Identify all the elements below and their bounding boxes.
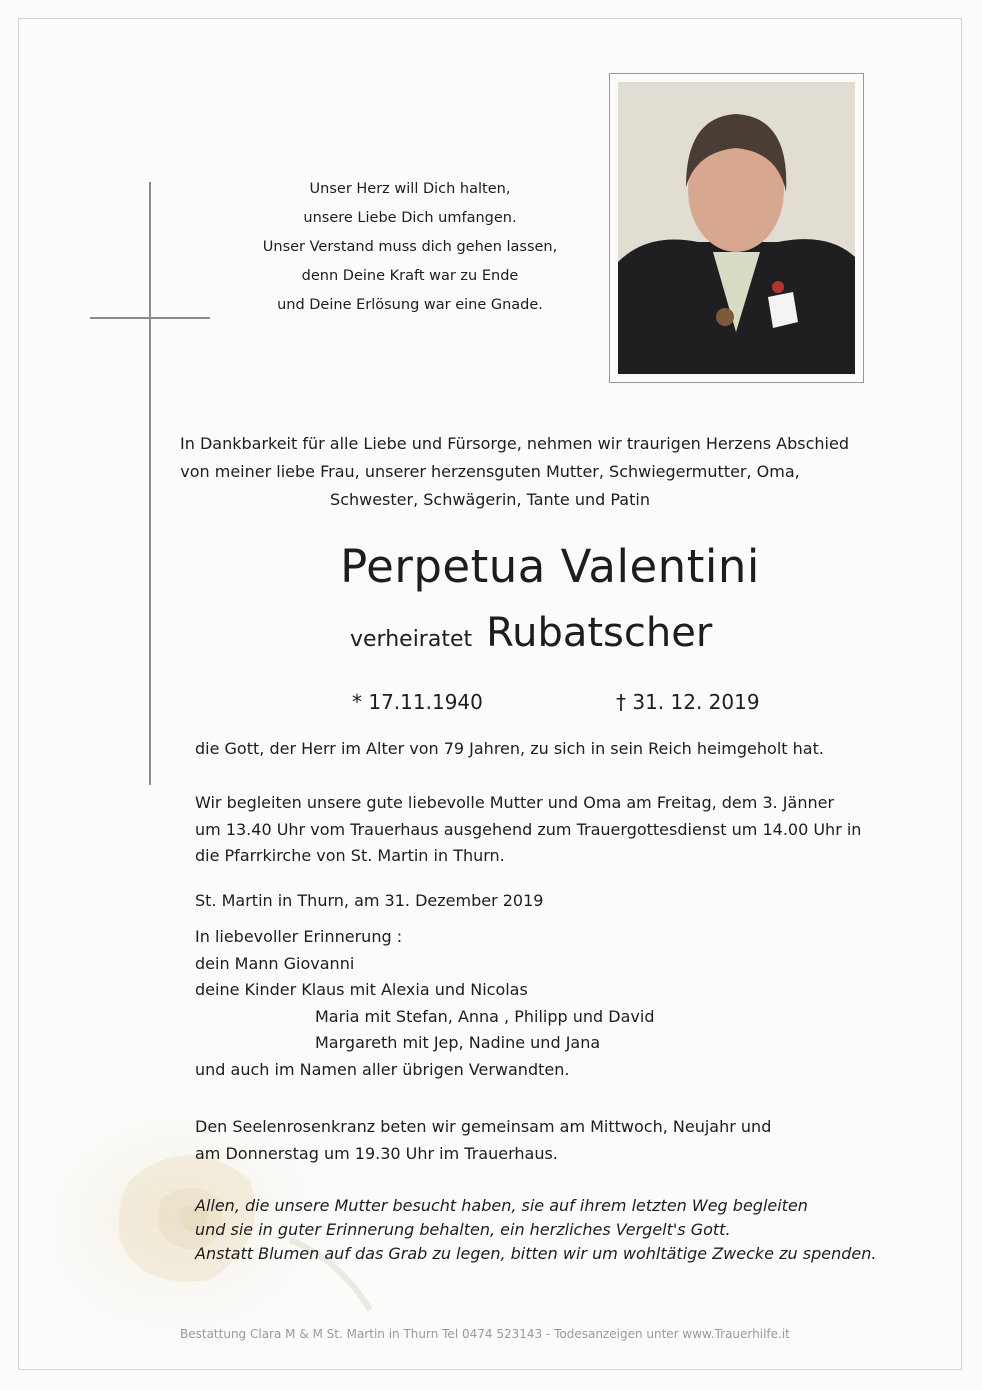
mourner-line: dein Mann Giovanni xyxy=(195,953,355,973)
closing-paragraph xyxy=(195,1194,876,1266)
mourner-line: Margareth mit Jep, Nadine und Jana xyxy=(315,1033,601,1052)
poem-line: und Deine Erlösung war eine Gnade. xyxy=(277,297,543,313)
cross-vertical-bar xyxy=(149,182,151,785)
intro-line: In Dankbarkeit für alle Liebe und Fürsorge, nehmen wir traurigen Herzens Abschied xyxy=(180,434,849,453)
footer-text: Bestattung Clara M & M St. Martin in Thurn Tel 0474 523143 - Todesanzeigen unter www.Trauerhilfe.it xyxy=(180,1327,790,1341)
age-line: die Gott, der Herr im Alter von 79 Jahren, zu sich in sein Reich heimgeholt hat. xyxy=(195,739,824,758)
deceased-name: Perpetua Valentini xyxy=(340,540,760,593)
birth-date: * 17.11.1940 xyxy=(352,690,483,714)
funeral-line: Wir begleiten unsere gute liebevolle Mutter und Oma am Freitag, dem 3. Jänner xyxy=(195,793,835,812)
intro-line: von meiner liebe Frau, unserer herzensguten Mutter, Schwiegermutter, Oma, xyxy=(180,462,800,481)
poem xyxy=(240,175,580,320)
portrait-frame xyxy=(609,73,864,383)
place-date-line: St. Martin in Thurn, am 31. Dezember 2019 xyxy=(195,891,544,910)
rosary-line: am Donnerstag um 19.30 Uhr im Trauerhaus. xyxy=(195,1143,558,1163)
age-paragraph xyxy=(195,736,824,763)
closing-line: Anstatt Blumen auf das Grab zu legen, bitten wir um wohltätige Zwecke zu spenden. xyxy=(195,1244,877,1263)
rosary-line: Den Seelenrosenkranz beten wir gemeinsam am Mittwoch, Neujahr und xyxy=(195,1117,772,1136)
funeral-paragraph xyxy=(195,790,861,870)
portrait-photo xyxy=(618,82,855,374)
mourner-line: Maria mit Stefan, Anna , Philipp und David xyxy=(315,1006,655,1026)
poem-line: Unser Herz will Dich halten, xyxy=(309,181,511,197)
mourner-line: In liebevoller Erinnerung : xyxy=(195,927,403,946)
married-label: verheiratet xyxy=(350,627,473,652)
mourners-list xyxy=(195,924,654,1083)
married-name-line xyxy=(350,610,810,656)
rosary-paragraph xyxy=(195,1114,771,1167)
poem-line: denn Deine Kraft war zu Ende xyxy=(301,268,519,284)
closing-line: und sie in guter Erinnerung behalten, ein herzliches Vergelt's Gott. xyxy=(195,1220,731,1239)
intro-line: Schwester, Schwägerin, Tante und Patin xyxy=(330,490,650,509)
married-name: Rubatscher xyxy=(486,610,713,656)
mourner-line: und auch im Namen aller übrigen Verwandten. xyxy=(195,1059,570,1079)
mourner-line: deine Kinder Klaus mit Alexia und Nicolas xyxy=(195,980,528,999)
poem-line: unsere Liebe Dich umfangen. xyxy=(303,210,517,226)
funeral-line: um 13.40 Uhr vom Trauerhaus ausgehend zum Trauergottesdienst um 14.00 Uhr in xyxy=(195,819,862,839)
cross-horizontal-bar xyxy=(90,317,210,319)
poem-line: Unser Verstand muss dich gehen lassen, xyxy=(262,239,558,255)
death-date: † 31. 12. 2019 xyxy=(616,690,760,714)
closing-line: Allen, die unsere Mutter besucht haben, sie auf ihrem letzten Weg begleiten xyxy=(195,1196,808,1215)
funeral-line: die Pfarrkirche von St. Martin in Thurn. xyxy=(195,846,505,865)
place-date xyxy=(195,888,543,915)
intro-text xyxy=(180,430,849,514)
